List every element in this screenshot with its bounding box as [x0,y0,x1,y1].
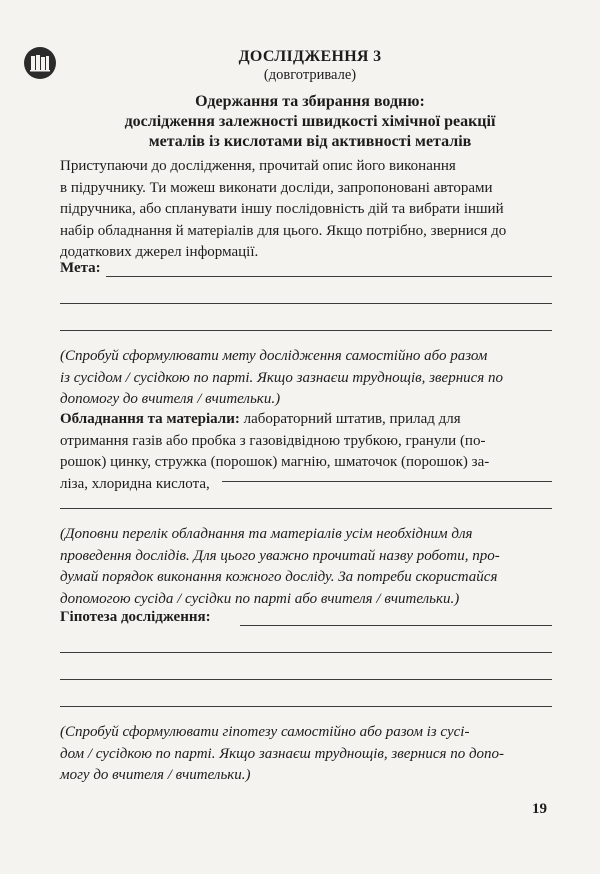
hypothesis-label: Гіпотеза дослідження: [60,609,211,625]
topic-line-3: металів із кислотами від активності металів [148,133,472,150]
note-line: (Спробуй сформулювати мету дослідження самостійно або разом [60,348,488,364]
note-line: думай порядок виконання кожного досліду. За потреби скористайся [60,569,498,585]
goal-note [60,346,554,411]
equipment-paragraph [60,409,552,495]
intro-line: підручника, або спланувати іншу послідовність дій та вибрати інший [60,201,504,217]
note-line: проведення дослідів. Для цього уважно прочитай назву роботи, про- [60,547,500,564]
note-line: могу до вчителя / вчительки.) [60,767,251,783]
note-line: дом / сусідкою по парті. Якщо зазнаєш труднощів, звернися по допо- [60,745,505,762]
equipment-answer-line[interactable] [60,508,552,509]
goal-label: Мета: [60,260,101,276]
note-line: допомогу до вчителя / вчительки.) [60,391,281,407]
equipment-answer-line[interactable] [222,481,552,482]
note-line: (Спробуй сформулювати гіпотезу самостійно або разом із сусі- [60,724,470,740]
intro-line: додаткових джерел інформації. [60,244,259,260]
note-line: допомогою сусіда / сусідки по парті або вчителя / вчительки.) [60,590,460,607]
equipment-text: рошок) цинку, стружка (порошок) магнію, шматочок (порошок) за- [60,454,490,470]
intro-paragraph [60,156,552,264]
equipment-text: лабораторний штатив, прилад для [239,411,461,427]
goal-answer-line[interactable] [106,276,552,277]
equipment-note [60,524,554,610]
page-title: ДОСЛІДЖЕННЯ 3 [238,48,382,65]
intro-line: в підручнику. Ти можеш виконати досліди, запропоновані авторами [60,179,493,196]
hypothesis-note [60,722,554,787]
hypothesis-answer-line[interactable] [60,706,552,707]
hypothesis-answer-line[interactable] [60,679,552,680]
equipment-label: Обладнання та матеріали: [60,411,240,427]
hypothesis-answer-line[interactable] [240,625,552,626]
page-number: 19 [532,801,547,817]
topic-line-1: Одержання та збирання водню: [195,93,425,110]
goal-answer-line[interactable] [60,303,552,304]
equipment-text: ліза, хлоридна кислота, [60,475,210,492]
equipment-text: отримання газів або пробка з газовідвідною трубкою, гранули (по- [60,432,486,449]
page-subtitle: (довготривале) [263,67,357,83]
intro-line: Приступаючи до дослідження, прочитай опис його виконання [60,158,456,174]
hypothesis-answer-line[interactable] [60,652,552,653]
goal-answer-line[interactable] [60,330,552,331]
topic-line-2: дослідження залежності швидкості хімічної реакції [124,113,496,130]
note-line: (Доповни перелік обладнання та матеріалів усім необхідним для [60,526,473,542]
intro-line: набір обладнання й матеріалів для цього. Якщо потрібно, звернися до [60,222,507,239]
note-line: із сусідом / сусідкою по парті. Якщо зазнаєш труднощів, звернися по [60,369,504,386]
